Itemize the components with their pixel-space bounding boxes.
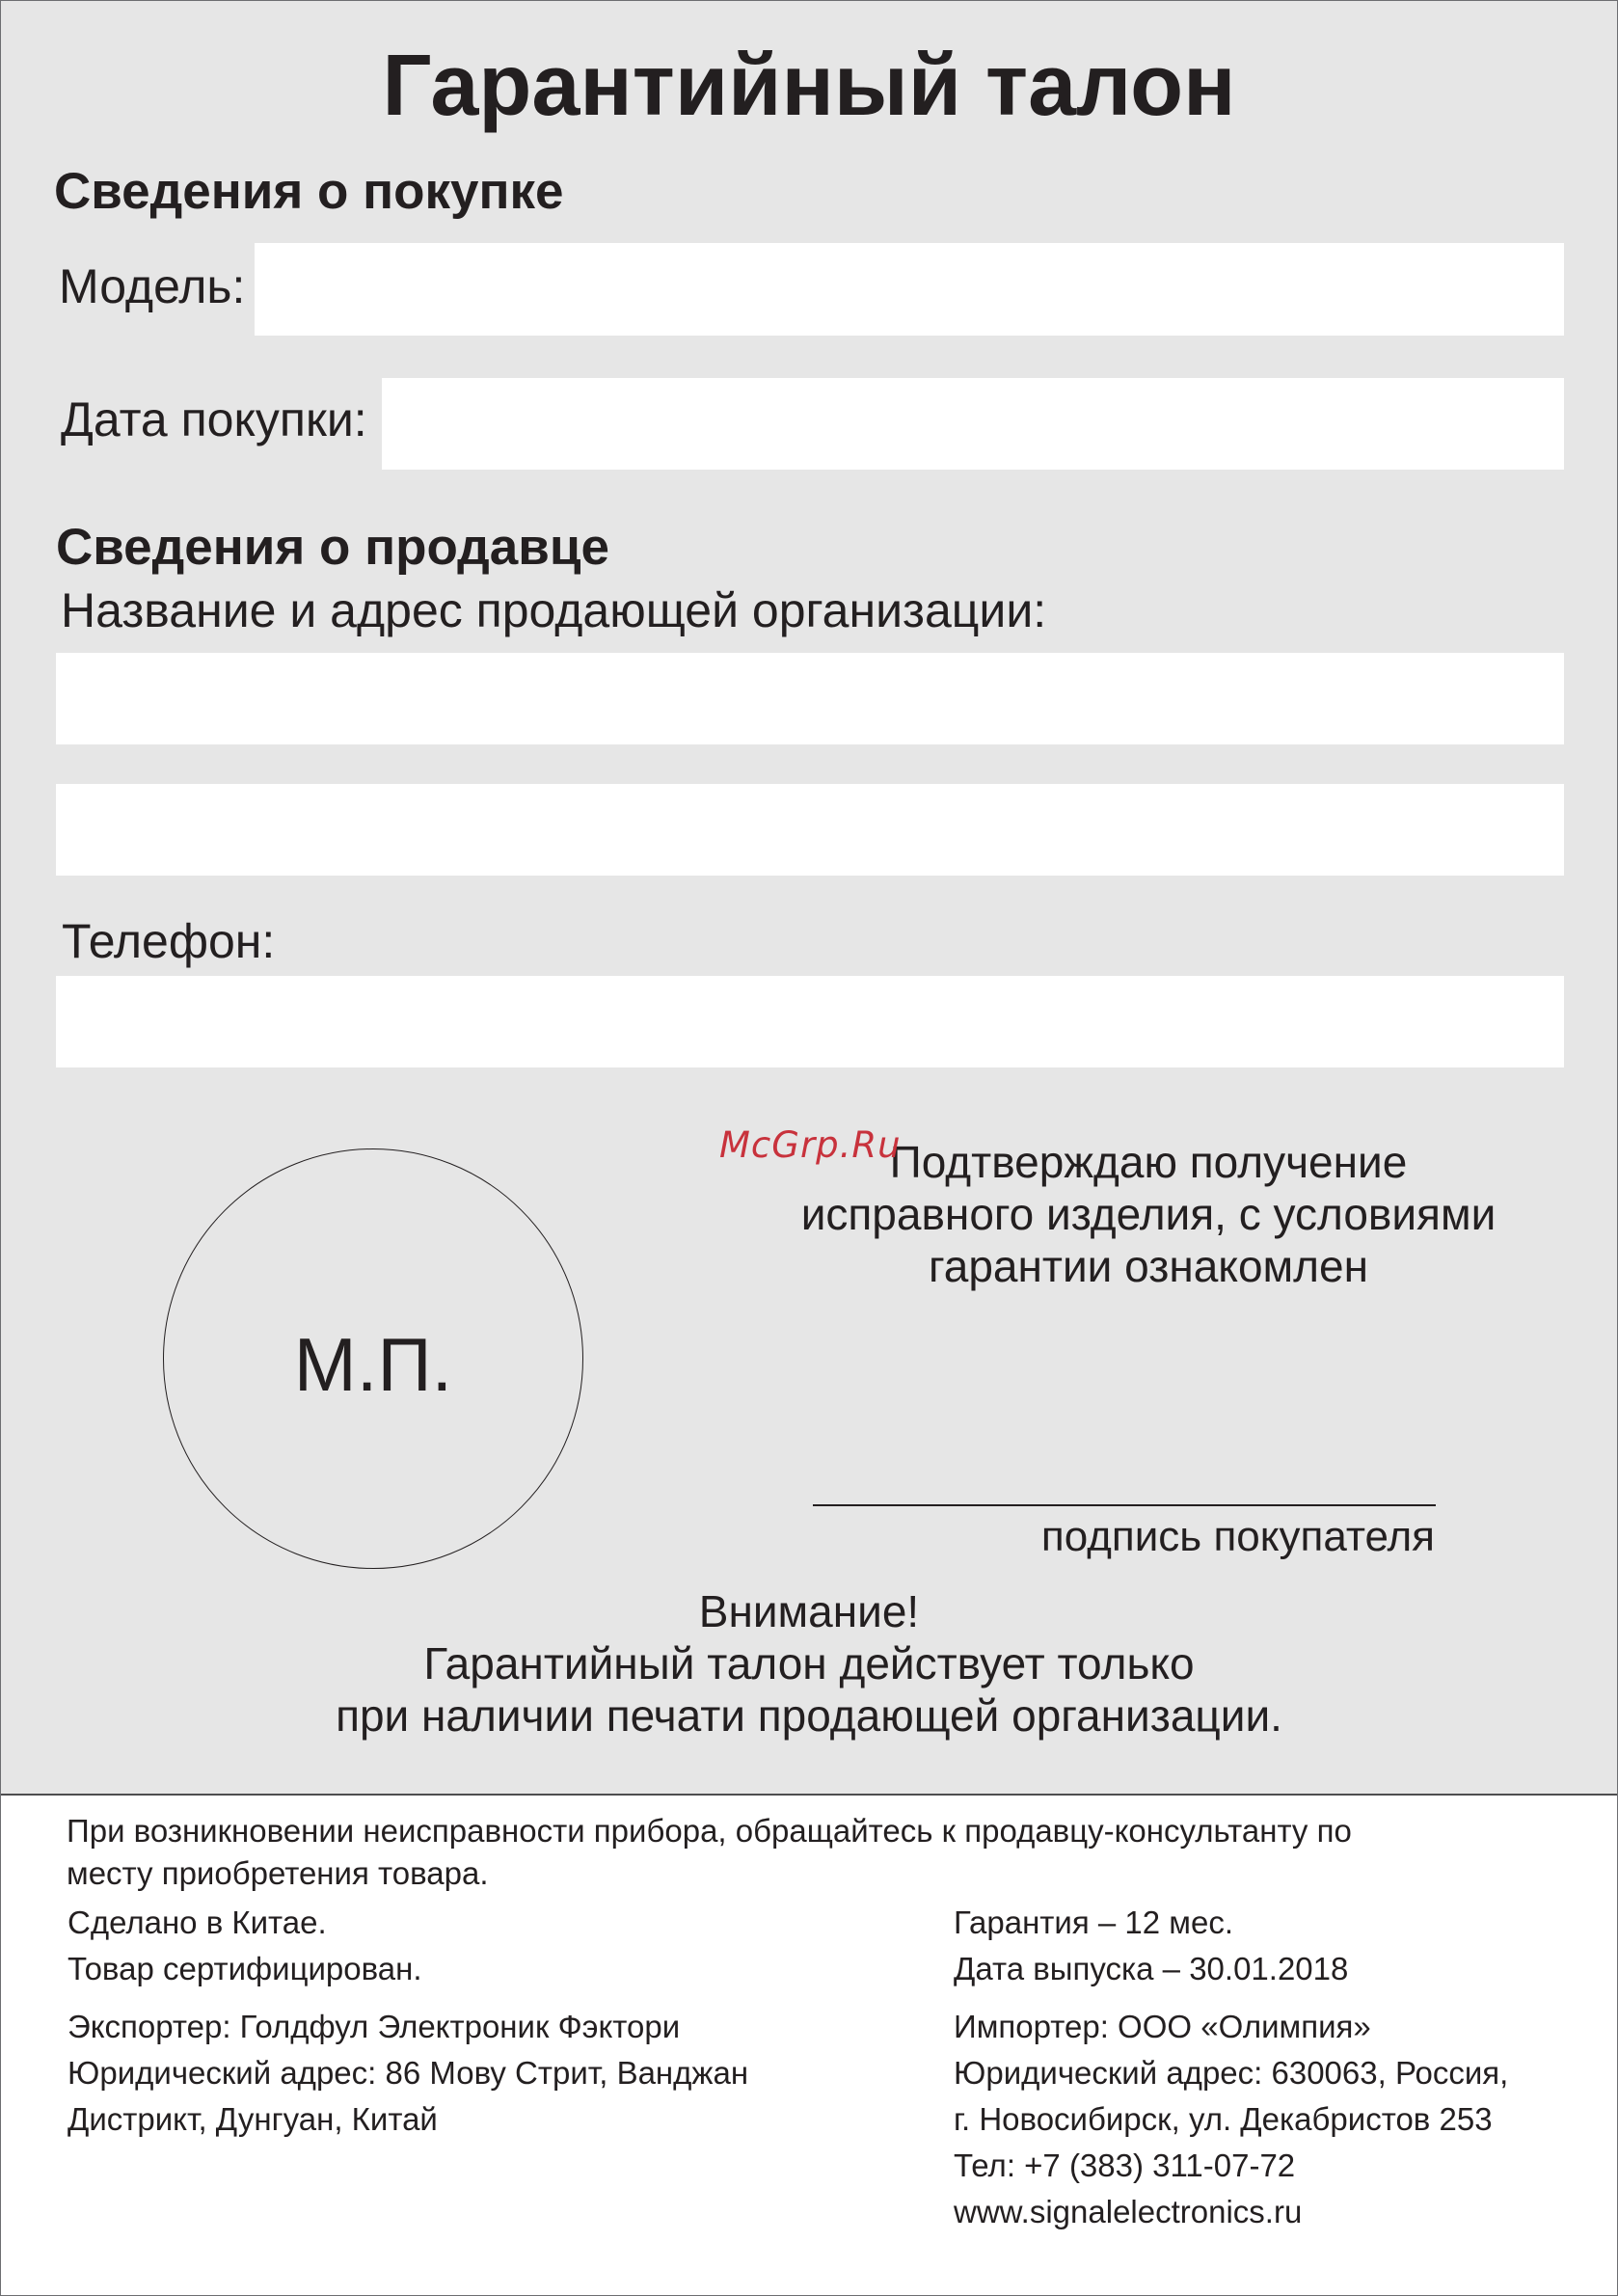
seller-org-label: Название и адрес продающей организации: (61, 583, 1047, 637)
confirmation-line: Подтверждаю получение (889, 1137, 1408, 1187)
signature-label: подпись покупателя (1040, 1513, 1435, 1560)
model-field[interactable] (255, 243, 1564, 336)
importer-line: г. Новосибирск, ул. Декабристов 253 (954, 2101, 1493, 2137)
phone-label: Телефон: (62, 914, 276, 968)
notice-line: при наличии печати продающей организации. (336, 1690, 1282, 1741)
footer-line: Товар сертифицирован. (67, 1951, 422, 1986)
importer-line: Тел: +7 (383) 311-07-72 (954, 2147, 1296, 2183)
notice-line: Внимание! (698, 1586, 920, 1636)
footer-intro-line: При возникновении неисправности прибора, обращайтесь к продавцу-консультанту по (67, 1813, 1352, 1849)
notice-line: Гарантийный талон действует только (423, 1638, 1195, 1688)
footer-line: Сделано в Китае. (67, 1904, 327, 1940)
confirmation-line: исправного изделия, с условиями (800, 1189, 1497, 1239)
seller-org-field-line1[interactable] (56, 653, 1564, 744)
warranty-form-area (1, 1, 1617, 1796)
footer-right-info (954, 1900, 1348, 1992)
exporter-info (67, 2004, 748, 2143)
watermark: McGrp.Ru (719, 1124, 902, 1166)
model-label: Модель: (59, 259, 246, 313)
seller-org-field-line2[interactable] (56, 784, 1564, 876)
purchase-date-label: Дата покупки: (61, 392, 367, 446)
exporter-line: Дистрикт, Дунгуан, Китай (67, 2101, 438, 2137)
stamp-label: М.П. (293, 1321, 453, 1407)
page-title: Гарантийный талон (382, 38, 1236, 134)
footer-left-info (67, 1900, 422, 1992)
purchase-section-heading: Сведения о покупке (54, 163, 564, 220)
purchase-date-field[interactable] (382, 378, 1564, 470)
warning-notice (1, 1585, 1617, 1742)
footer-intro (67, 1810, 1352, 1895)
importer-info (954, 2004, 1508, 2235)
importer-line: Юридический адрес: 630063, Россия, (954, 2055, 1509, 2091)
exporter-line: Юридический адрес: 86 Мову Стрит, Ванджан (67, 2055, 749, 2091)
importer-website[interactable]: www.signalelectronics.ru (954, 2194, 1303, 2229)
footer-line: Гарантия – 12 мес. (954, 1904, 1233, 1940)
signature-line[interactable] (813, 1504, 1436, 1506)
phone-field[interactable] (56, 976, 1564, 1067)
seller-section-heading: Сведения о продавце (56, 519, 609, 576)
stamp-circle (163, 1148, 583, 1569)
footer-line: Дата выпуска – 30.01.2018 (954, 1951, 1349, 1986)
confirmation-line: гарантии ознакомлен (929, 1241, 1368, 1291)
importer-line: Импортер: ООО «Олимпия» (954, 2009, 1371, 2044)
exporter-line: Экспортер: Голдфул Электроник Фэктори (67, 2009, 681, 2044)
footer-intro-line: месту приобретения товара. (67, 1855, 489, 1891)
